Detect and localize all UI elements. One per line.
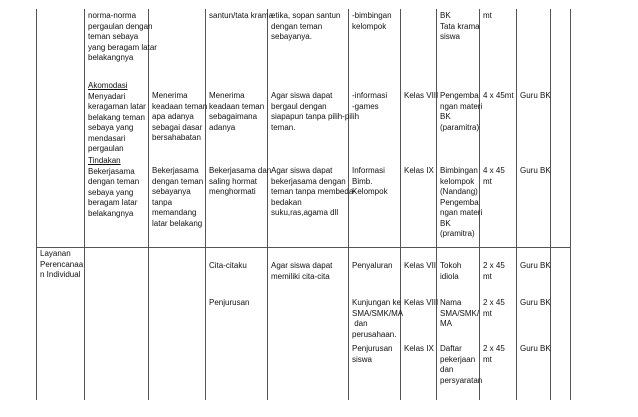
- cell-citacita-waktu: [483, 261, 505, 282]
- cell-norma: [88, 11, 157, 64]
- text-line: siswa: [440, 32, 461, 41]
- text-line: 4 x 45: [483, 166, 505, 175]
- cell-tindakan-kelas: [404, 166, 434, 177]
- text-line: BK: [440, 218, 451, 228]
- cell-citacita-c4: [209, 261, 247, 272]
- cell-akomodasi-waktu: [483, 91, 514, 102]
- text-line: sebaya yang: [88, 187, 134, 197]
- cell-akomodasi-c3: [152, 91, 207, 144]
- text-line: Kelompok: [352, 187, 388, 196]
- text-line: dan: [352, 319, 368, 328]
- text-line: mt: [483, 308, 492, 318]
- cell-penjurusan-waktu: [483, 298, 505, 319]
- text-line: Pengemba: [440, 197, 479, 207]
- text-line: mt: [483, 354, 492, 364]
- cell-tindakan-pelaksana: [520, 166, 551, 177]
- cell-tindakan-c4: [209, 166, 271, 198]
- text-line: santun/tata krama: [209, 11, 274, 20]
- text-line: Perencanaa: [40, 259, 84, 269]
- column-divider: [148, 9, 149, 400]
- cell-akomodasi-kelas: [404, 91, 438, 102]
- text-line: Pengemba: [440, 91, 479, 100]
- cell-tindakan-c6: [352, 166, 388, 198]
- text-line: Cita-citaku: [209, 261, 247, 270]
- text-line: (Nandang): [440, 187, 478, 196]
- text-line: (pramitra): [440, 229, 475, 238]
- column-divider: [267, 9, 268, 400]
- text-line: BK: [440, 11, 451, 20]
- text-line: Bimbingan: [440, 166, 478, 175]
- text-line: etika, sopan santun: [271, 11, 341, 20]
- text-line: ngan materi: [440, 208, 483, 217]
- text-line: Menyadari: [88, 91, 126, 101]
- text-line: siapapun tanpa pilih-pilih: [271, 112, 360, 121]
- column-divider: [400, 9, 401, 400]
- text-line: -informasi: [352, 91, 388, 100]
- text-line: Layanan: [40, 249, 71, 258]
- text-line: pergaulan: [88, 144, 124, 153]
- text-line: latar belakang: [152, 218, 203, 228]
- text-line: mt: [483, 11, 492, 20]
- text-line: tanpa: [152, 197, 173, 207]
- text-line: 2 x 45: [483, 298, 505, 307]
- text-line: memiliki cita-cita: [271, 271, 330, 281]
- text-line: belakangnya: [88, 208, 134, 218]
- text-line: SMA/SMK/: [440, 308, 480, 318]
- text-line: idiola: [440, 271, 459, 281]
- text-line: sebagaimana: [209, 112, 258, 121]
- cell-citacita-kelas: [404, 261, 436, 272]
- row-divider: [36, 247, 570, 248]
- column-divider: [84, 9, 85, 400]
- text-line: BK: [440, 112, 451, 121]
- text-line: Daftar: [440, 344, 462, 353]
- heading-akomodasi: Akomodasi: [88, 81, 128, 90]
- text-line: Penjurusan: [352, 344, 393, 353]
- text-line: apa adanya: [152, 112, 194, 121]
- cell-penjurusan-materi: [440, 298, 479, 330]
- text-line: 2 x 45: [483, 261, 505, 270]
- text-line: bedakan: [271, 197, 302, 207]
- cell-citacita-materi: [440, 261, 461, 282]
- text-line: suku,ras,agama dll: [271, 208, 339, 217]
- cell-tindakan-materi: [440, 166, 482, 240]
- text-line: bekerjasama dengan: [271, 176, 346, 186]
- text-line: keadaan teman: [209, 101, 265, 111]
- cell-bk: [440, 11, 480, 43]
- cell-akomodasi-c5: [271, 91, 359, 133]
- cell-tindakan-c3: [152, 166, 203, 229]
- cell-penjurusan-siswa-kelas: [404, 344, 434, 355]
- text-line: Informasi: [352, 166, 385, 175]
- text-line: teman sebaya: [88, 32, 139, 41]
- text-line: Penjurusan: [209, 298, 250, 307]
- text-line: Kelas IX: [404, 344, 434, 353]
- text-line: SMA/SMK/MA: [352, 308, 404, 318]
- text-line: memandang: [152, 208, 197, 217]
- table-border-right: [570, 9, 571, 400]
- cell-layanan-title: [40, 249, 83, 281]
- cell-penjurusan-siswa-c6: [352, 344, 392, 365]
- text-line: Kelas IX: [404, 166, 434, 175]
- cell-citacita-pelaksana: [520, 261, 551, 272]
- cell-citacita-c5: [271, 261, 332, 282]
- table-border-left: [36, 9, 37, 400]
- text-line: perusahaan.: [352, 329, 397, 339]
- text-line: Guru BK: [520, 166, 551, 175]
- text-line: pekerjaan: [440, 354, 476, 364]
- text-line: keragaman latar: [88, 102, 146, 111]
- text-line: siswa: [352, 354, 373, 364]
- text-line: teman.: [271, 122, 296, 132]
- cell-penjurusan-siswa-pelaksana: [520, 344, 551, 355]
- text-line: mendasari: [88, 133, 126, 143]
- cell-penjurusan-pelaksana: [520, 298, 551, 309]
- text-line: adanya: [209, 122, 236, 132]
- text-line: persyaratan: [440, 375, 483, 385]
- cell-penjurusan-c6: [352, 298, 403, 340]
- text-line: sebagai dasar: [152, 122, 203, 132]
- text-line: pergaulan dengan: [88, 21, 153, 31]
- text-line: Menerima: [152, 91, 188, 100]
- text-line: mt: [483, 176, 492, 186]
- text-line: belakangnya: [88, 53, 134, 62]
- text-line: Agar siswa dapat: [271, 166, 333, 175]
- text-line: Bimb.: [352, 176, 373, 186]
- cell-akomodasi-materi: [440, 91, 482, 133]
- text-line: MA: [440, 319, 452, 328]
- text-line: ngan materi: [440, 101, 483, 111]
- text-line: norma-norma: [88, 11, 137, 20]
- cell-citacita-c6: [352, 261, 392, 272]
- cell-akomodasi-c4: [209, 91, 264, 133]
- text-line: Agar siswa dapat: [271, 91, 333, 100]
- text-line: kelompok: [440, 176, 475, 186]
- text-line: bersahabatan: [152, 133, 201, 142]
- column-divider: [550, 9, 551, 400]
- text-line: dengan teman: [152, 176, 204, 186]
- text-line: n Individual: [40, 270, 81, 279]
- cell-mt: [483, 11, 492, 22]
- text-line: Bekerjasama dan: [209, 166, 272, 175]
- cell-etika: [271, 11, 340, 43]
- text-line: sebayanya: [152, 187, 191, 196]
- text-line: -bimbingan: [352, 11, 392, 20]
- text-line: Kunjungan ke: [352, 298, 401, 307]
- text-line: saling hormat: [209, 176, 258, 186]
- text-line: kelompok: [352, 21, 387, 31]
- text-line: Kelas VIII: [404, 91, 439, 100]
- text-line: menghormati: [209, 187, 256, 196]
- text-line: Menerima: [209, 91, 245, 100]
- cell-akomodasi-c6: [352, 91, 387, 112]
- text-line: bergaul dengan: [271, 101, 327, 111]
- text-line: keadaan teman: [152, 101, 208, 111]
- text-line: (paramitra): [440, 122, 480, 132]
- cell-bimbingan: [352, 11, 392, 32]
- text-line: beragam latar: [88, 198, 138, 207]
- text-line: Penyaluran: [352, 261, 393, 270]
- cell-penjurusan-siswa-waktu: [483, 344, 505, 365]
- text-line: Guru BK: [520, 91, 551, 100]
- cell-tindakan-indikator: [88, 156, 139, 219]
- text-line: Tata krama: [440, 21, 480, 31]
- text-line: dengan teman: [88, 177, 140, 186]
- column-divider: [516, 9, 517, 400]
- text-line: Kelas VII: [404, 261, 437, 270]
- cell-penjurusan-kelas: [404, 298, 438, 309]
- text-line: 4 x 45mt: [483, 91, 514, 100]
- cell-tindakan-waktu: [483, 166, 505, 187]
- text-line: Guru BK: [520, 261, 551, 270]
- text-line: dengan teman: [271, 21, 323, 31]
- text-line: yang beragam latar: [88, 42, 157, 52]
- text-line: Nama: [440, 298, 462, 307]
- text-line: Guru BK: [520, 298, 551, 307]
- cell-akomodasi-indikator: [88, 81, 146, 155]
- cell-penjurusan-c4: [209, 298, 249, 309]
- heading-tindakan: Tindakan: [88, 156, 121, 165]
- text-line: Agar siswa dapat: [271, 261, 333, 270]
- text-line: Bekerjasama: [88, 166, 135, 176]
- text-line: mt: [483, 271, 492, 281]
- text-line: -games: [352, 101, 379, 111]
- text-line: sebayanya.: [271, 32, 312, 41]
- text-line: dan: [440, 365, 454, 374]
- cell-santun: [209, 11, 273, 22]
- text-line: belakang teman: [88, 112, 145, 122]
- text-line: 2 x 45: [483, 344, 505, 353]
- cell-penjurusan-siswa-materi: [440, 344, 482, 386]
- text-line: Guru BK: [520, 344, 551, 353]
- text-line: sebaya yang: [88, 123, 134, 132]
- cell-akomodasi-pelaksana: [520, 91, 551, 102]
- cell-tindakan-c5: [271, 166, 356, 219]
- text-line: Tokoh: [440, 261, 462, 270]
- text-line: Kelas VIII: [404, 298, 439, 307]
- column-divider: [436, 9, 437, 400]
- text-line: teman tanpa membeda-: [271, 187, 356, 196]
- text-line: Bekerjasama: [152, 166, 199, 175]
- column-divider: [205, 9, 206, 400]
